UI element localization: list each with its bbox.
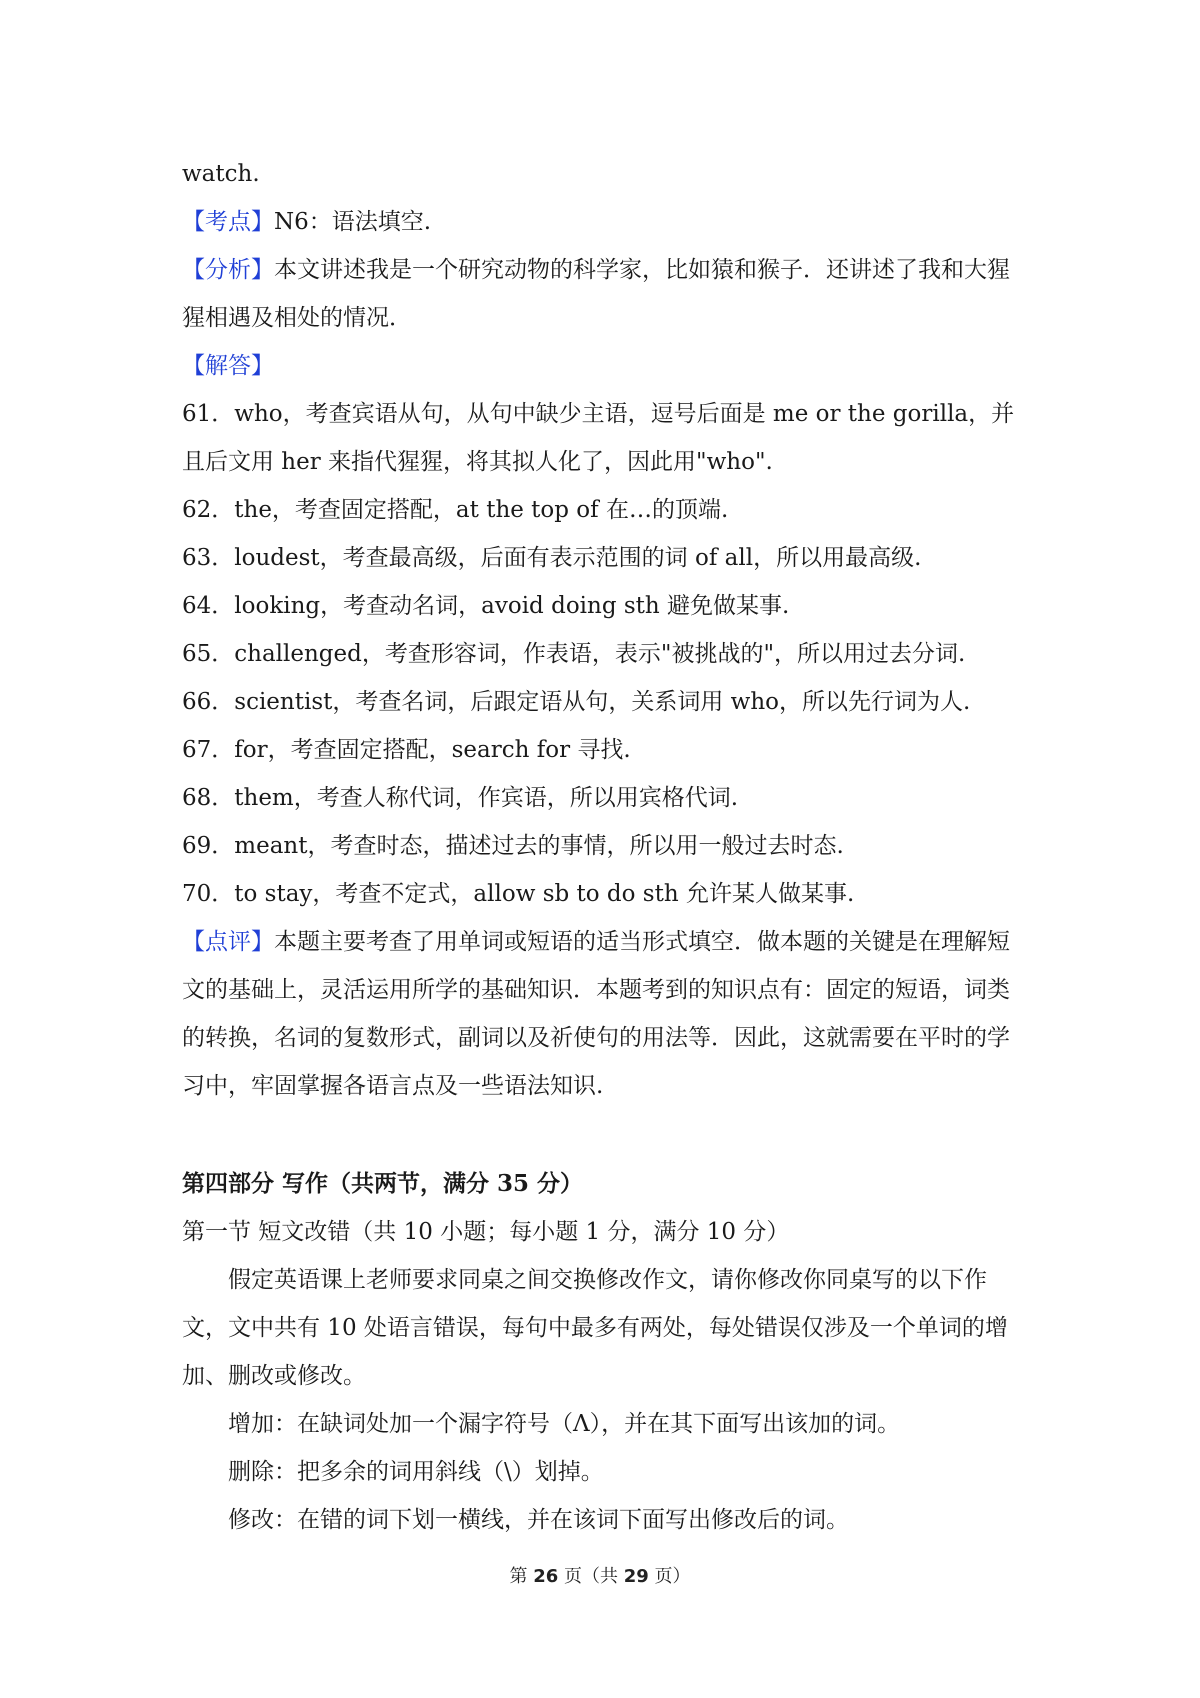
- answer-item: 68．them，考查人称代词，作宾语，所以用宾格代词.: [182, 785, 739, 811]
- rule-modify: 修改：在错的词下划一横线，并在该词下面写出修改后的词。: [228, 1507, 849, 1533]
- section-spacer: [182, 1110, 1022, 1160]
- jieda-tag: 【解答】: [182, 353, 274, 379]
- current-page-number: 26: [533, 1566, 559, 1587]
- dianping-text: 本题主要考查了用单词或短语的适当形式填空．做本题的关键是在理解短文的基础上，灵活运用所学的基础知识．本题考到的知识点有：固定的短语，词类的转换，名词的复数形式，副词以及祈使句的用法等．因此，这就需要在平时的学习中，牢固掌握各语言点及一些语法知识.: [182, 929, 1010, 1099]
- answer-item: 70．to stay，考查不定式，allow sb to do sth 允许某人做某事.: [182, 881, 855, 907]
- answer-item: 64．looking，考查动名词，avoid doing sth 避免做某事.: [182, 593, 790, 619]
- fenxi-paragraph: [182, 246, 1022, 342]
- document-page: [182, 150, 1022, 1544]
- answer-item: 62．the，考查固定搭配，at the top of 在…的顶端.: [182, 497, 729, 523]
- rule-delete: 删除：把多余的词用斜线（\）划掉。: [228, 1459, 604, 1485]
- footer-prefix: 第: [509, 1566, 534, 1587]
- kaodian-tag: 【考点】: [182, 209, 274, 235]
- answer-item: 65．challenged，考查形容词，作表语，表示"被挑战的"，所以用过去分词.: [182, 641, 966, 667]
- answer-item: 61．who，考查宾语从句，从句中缺少主语，逗号后面是 me or the gorilla，并且后文用 her 来指代猩猩，将其拟人化了，因此用"who".: [182, 401, 1015, 475]
- page-footer: [0, 1562, 1200, 1588]
- rule-add: 增加：在缺词处加一个漏字符号（Λ），并在其下面写出该加的词。: [228, 1411, 901, 1437]
- footer-middle: 页（共: [558, 1566, 624, 1587]
- dianping-paragraph: [182, 918, 1022, 1110]
- instructions-paragraph: 假定英语课上老师要求同桌之间交换修改作文，请你修改你同桌写的以下作文，文中共有 10 处语言错误，每句中最多有两处，每处错误仅涉及一个单词的增加、删改或修改。: [182, 1267, 1008, 1389]
- fenxi-tag: 【分析】: [182, 257, 274, 283]
- answer-item: 67．for，考查固定搭配，search for 寻找.: [182, 737, 631, 763]
- dianping-tag: 【点评】: [182, 929, 274, 955]
- answer-item: 69．meant，考查时态，描述过去的事情，所以用一般过去时态.: [182, 833, 844, 859]
- footer-suffix: 页）: [648, 1566, 691, 1587]
- subsection-heading: 第一节 短文改错（共 10 小题；每小题 1 分，满分 10 分）: [182, 1219, 790, 1245]
- kaodian-text: N6：语法填空.: [274, 209, 432, 235]
- answer-item: 63．loudest，考查最高级，后面有表示范围的词 of all，所以用最高级.: [182, 545, 922, 571]
- answer-item: 66．scientist，考查名词，后跟定语从句，关系词用 who，所以先行词为人.: [182, 689, 971, 715]
- fenxi-text: 本文讲述我是一个研究动物的科学家，比如猿和猴子．还讲述了我和大猩猩相遇及相处的情况．: [182, 257, 1010, 331]
- continuation-text: watch.: [182, 161, 260, 187]
- kaodian-paragraph: [182, 198, 1022, 246]
- section-heading: 第四部分 写作（共两节，满分 35 分）: [182, 1170, 584, 1197]
- jieda-heading: [182, 342, 1022, 390]
- total-page-number: 29: [623, 1566, 649, 1587]
